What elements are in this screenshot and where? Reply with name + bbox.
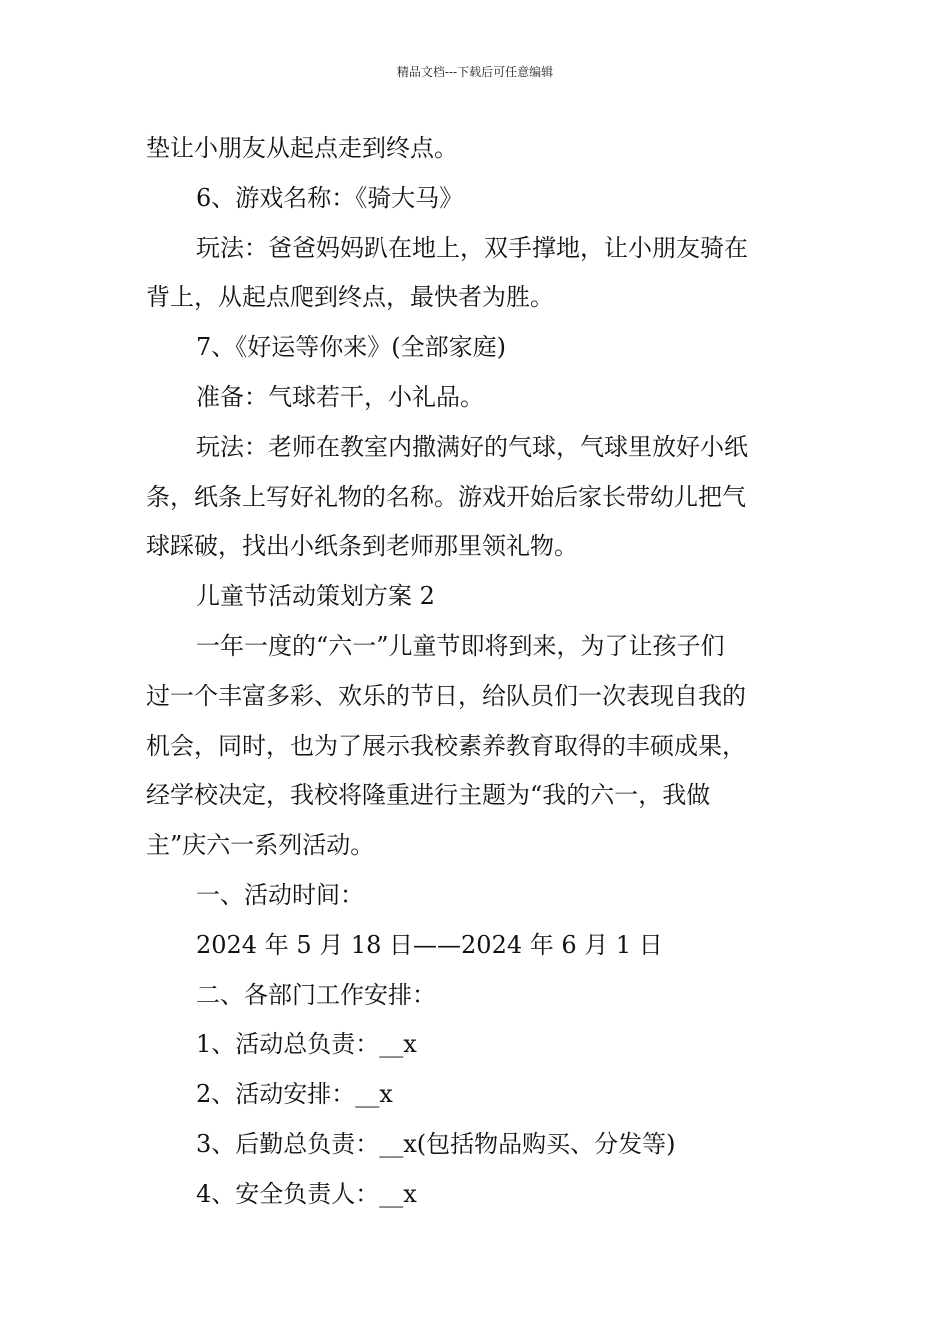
text-line: 准备：气球若干，小礼品。 <box>196 382 484 411</box>
text-line: 机会，同时，也为了展示我校素养教育取得的丰硕成果， <box>146 731 746 760</box>
text-line: 2024 年 5 月 18 日——2024 年 6 月 1 日 <box>196 930 663 959</box>
text-line: 6、游戏名称：《骑大马》 <box>196 183 464 212</box>
list-item: 3、后勤总负责：__x(包括物品购买、分发等) <box>196 1129 676 1158</box>
page-header: 精品文档---下载后可任意编辑 <box>396 65 554 79</box>
text-line: 过一个丰富多彩、欢乐的节日，给队员们一次表现自我的 <box>146 681 746 710</box>
text-line: 二、各部门工作安排： <box>196 980 436 1009</box>
text-line: 一、活动时间： <box>196 880 364 909</box>
text-line: 一年一度的“六一”儿童节即将到来，为了让孩子们 <box>196 631 725 660</box>
text-line: 玩法：爸爸妈妈趴在地上，双手撑地，让小朋友骑在 <box>196 233 748 262</box>
document-body <box>146 124 808 1220</box>
list-item: 1、活动总负责：__x <box>196 1030 417 1059</box>
text-line: 玩法：老师在教室内撒满好的气球，气球里放好小纸 <box>196 432 748 461</box>
text-line: 背上，从起点爬到终点，最快者为胜。 <box>146 283 554 312</box>
text-line: 经学校决定，我校将隆重进行主题为“我的六一，我做 <box>146 781 711 810</box>
list-item: 4、安全负责人：__x <box>196 1179 417 1208</box>
text-line: 球踩破，找出小纸条到老师那里领礼物。 <box>146 532 578 561</box>
section-heading: 儿童节活动策划方案 2 <box>196 582 435 611</box>
text-line: 垫让小朋友从起点走到终点。 <box>146 134 458 162</box>
list-item: 2、活动安排：__x <box>196 1080 393 1109</box>
text-line: 条，纸条上写好礼物的名称。游戏开始后家长带幼儿把气 <box>146 482 746 511</box>
text-line: 7、《好运等你来》(全部家庭) <box>196 333 506 362</box>
text-line: 主”庆六一系列活动。 <box>146 831 375 860</box>
